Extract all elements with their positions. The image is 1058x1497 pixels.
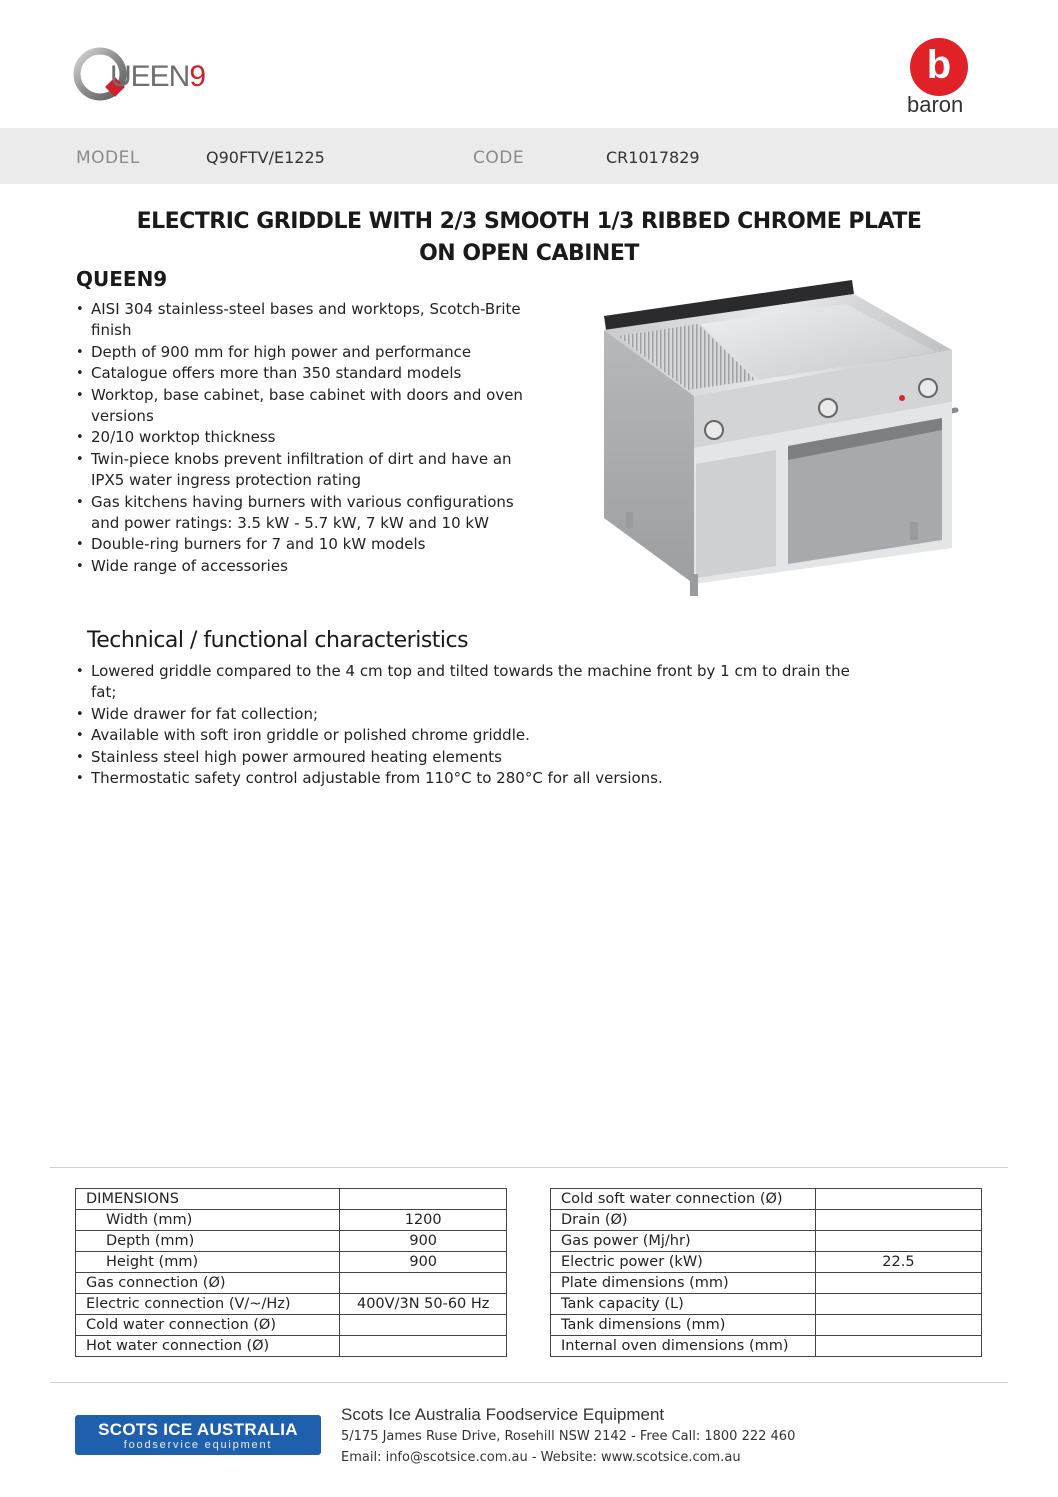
tech-item: • Thermostatic safety control adjustable from 110°C to 280°C for all versions. [76,768,856,789]
divider-top [50,1167,1008,1168]
footer-contact: Email: info@scotsice.com.au - Website: www.scotsice.com.au [341,1450,741,1465]
feature-item: • Gas kitchens having burners with various configurations and power ratings: 3.5 kW - 5.7 kW, 7 kW and 10 kW [76,492,546,535]
model-value: Q90FTV/E1225 [206,148,325,167]
spec-label: Height (mm) [76,1252,340,1273]
feature-item: • AISI 304 stainless-steel bases and worktops, Scotch-Brite finish [76,299,546,342]
spec-row [76,1231,507,1252]
spec-label: Tank dimensions (mm) [551,1315,816,1336]
spec-row [551,1273,982,1294]
spec-row [551,1315,982,1336]
queen-wordmark [110,60,205,94]
griddle-illustration-icon [596,278,962,606]
spec-row [551,1210,982,1231]
spec-label: Cold soft water connection (Ø) [551,1189,816,1210]
baron-mark: b [910,38,968,96]
baron-logo [905,38,979,118]
queen-wordmark-nine: 9 [189,60,206,93]
spec-label: Plate dimensions (mm) [551,1273,816,1294]
feature-item: • Worktop, base cabinet, base cabinet with doors and oven versions [76,385,546,428]
spec-label: Gas connection (Ø) [76,1273,340,1294]
spec-row [76,1336,507,1357]
product-title-line1: ELECTRIC GRIDDLE WITH 2/3 SMOOTH 1/3 RIBBED CHROME PLATE [136,209,922,234]
features-list [76,299,546,577]
spec-label: Electric connection (V/~/Hz) [76,1294,340,1315]
spec-row [76,1252,507,1273]
spec-row [76,1315,507,1336]
spec-value: 22.5 [815,1252,981,1273]
spec-value: 400V/3N 50-60 Hz [340,1294,507,1315]
spec-table-right [550,1188,982,1357]
feature-item: • Double-ring burners for 7 and 10 kW models [76,534,546,555]
spec-row [551,1189,982,1210]
product-image [596,278,962,606]
tech-item: • Lowered griddle compared to the 4 cm top and tilted towards the machine front by 1 cm to drain the fat; [76,661,856,704]
spec-value [815,1210,981,1231]
tech-heading: Technical / functional characteristics [87,628,469,653]
tech-list [76,661,856,789]
spec-label: Hot water connection (Ø) [76,1336,340,1357]
spec-row [551,1252,982,1273]
footer-company: Scots Ice Australia Foodservice Equipment [341,1405,665,1424]
spec-value: 900 [340,1252,507,1273]
spec-row [551,1294,982,1315]
spec-table-left [75,1188,507,1357]
tech-item: • Wide drawer for fat collection; [76,704,856,725]
spec-value [815,1336,981,1357]
spec-value: 900 [340,1231,507,1252]
spec-value: 1200 [340,1210,507,1231]
spec-value [340,1336,507,1357]
spec-row [76,1273,507,1294]
spec-label: Gas power (Mj/hr) [551,1231,816,1252]
spec-label: Drain (Ø) [551,1210,816,1231]
spec-value [815,1231,981,1252]
spec-row [551,1231,982,1252]
spec-label: Depth (mm) [76,1231,340,1252]
code-label: CODE [473,148,525,168]
spec-value [815,1273,981,1294]
baron-wordmark: baron [907,92,964,117]
spec-label: Tank capacity (L) [551,1294,816,1315]
scots-logo-sub: foodservice equipment [123,1439,273,1451]
model-label: MODEL [76,148,140,168]
spec-row [551,1336,982,1357]
tech-item: • Available with soft iron griddle or polished chrome griddle. [76,725,856,746]
code-value: CR1017829 [606,148,700,167]
spec-value [815,1315,981,1336]
spec-row [76,1210,507,1231]
spec-value [815,1294,981,1315]
spec-row [76,1294,507,1315]
queen-wordmark-text: UEEN [110,60,190,93]
spec-label: DIMENSIONS [76,1189,340,1210]
spec-label: Cold water connection (Ø) [76,1315,340,1336]
spec-label: Width (mm) [76,1210,340,1231]
brand-heading: QUEEN9 [76,267,168,291]
spec-value [340,1315,507,1336]
spec-value [340,1189,507,1210]
feature-item: • Wide range of accessories [76,556,546,577]
spec-value [815,1189,981,1210]
product-title [0,206,1058,270]
queen9-logo [72,44,242,106]
spec-label: Electric power (kW) [551,1252,816,1273]
footer-address: 5/175 James Ruse Drive, Rosehill NSW 2142 - Free Call: 1800 222 460 [341,1429,796,1444]
product-title-line2: ON OPEN CABINET [419,241,639,266]
spec-label: Internal oven dimensions (mm) [551,1336,816,1357]
scots-ice-logo [75,1415,321,1455]
spec-value [340,1273,507,1294]
feature-item: • Depth of 900 mm for high power and performance [76,342,546,363]
tech-item: • Stainless steel high power armoured heating elements [76,747,856,768]
divider-bottom [50,1382,1008,1383]
feature-item: • Twin-piece knobs prevent infiltration of dirt and have an IPX5 water ingress protection rating [76,449,546,492]
scots-logo-name: SCOTS ICE AUSTRALIA [98,1420,298,1439]
spec-row [76,1189,507,1210]
model-bar [0,128,1058,184]
feature-item: • 20/10 worktop thickness [76,427,546,448]
feature-item: • Catalogue offers more than 350 standard models [76,363,546,384]
